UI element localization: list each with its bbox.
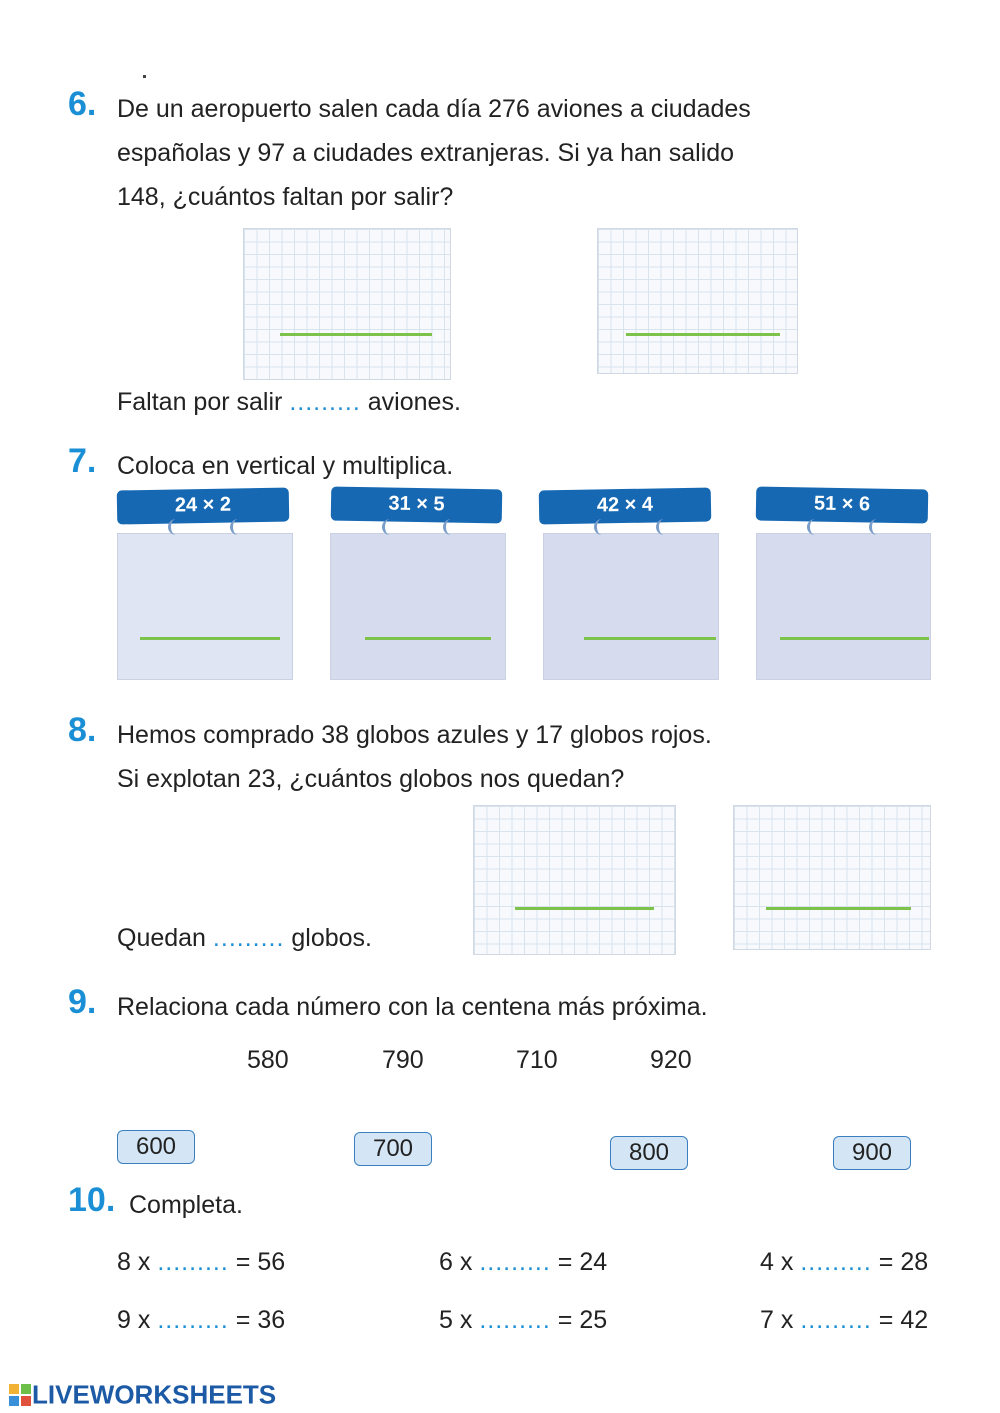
stray-mark — [143, 75, 146, 78]
q7-card-3[interactable] — [543, 533, 719, 680]
q7-card-2-line — [365, 637, 491, 640]
q6-line-1: De un aeropuerto salen cada día 276 aviones a ciudades — [117, 95, 751, 123]
q8-grid-1-line — [515, 907, 654, 910]
q6-grid-1[interactable] — [243, 228, 451, 380]
q7-text: Coloca en vertical y multiplica. — [117, 452, 454, 480]
q6-grid-1-line — [280, 333, 432, 336]
q6-line-2: españolas y 97 a ciudades extranjeras. Si ya han salido — [117, 139, 735, 167]
q8-answer-blank[interactable]: ......... — [212, 924, 285, 952]
q6-grid-2[interactable] — [597, 228, 798, 374]
q7-hook-1a — [168, 519, 179, 535]
q9-number: 9. — [68, 983, 97, 1021]
q9-number-710[interactable]: 710 — [516, 1046, 558, 1074]
q7-card-2[interactable] — [330, 533, 506, 680]
q9-text: Relaciona cada número con la centena más próxima. — [117, 993, 708, 1021]
q10-item-4-blank[interactable]: ......... — [157, 1306, 229, 1334]
q10-item-1-post: = 56 — [235, 1248, 286, 1276]
q10-number: 10. — [68, 1181, 116, 1219]
q10-item-6 — [760, 1298, 928, 1342]
q7-card-4-line — [780, 637, 929, 640]
liveworksheets-logo[interactable] — [8, 1378, 276, 1411]
q6-grid-2-line — [626, 333, 780, 336]
q6-line-3: 148, ¿cuántos faltan por salir? — [117, 183, 454, 211]
q9-hundred-800[interactable]: 800 — [610, 1136, 688, 1170]
q8-answer-pre: Quedan — [117, 924, 206, 952]
q10-item-4-pre: 9 x — [117, 1306, 151, 1334]
q7-card-3-line — [584, 637, 716, 640]
q8-line-2: Si explotan 23, ¿cuántos globos nos quedan? — [117, 765, 625, 793]
q10-item-2-blank[interactable]: ......... — [479, 1248, 551, 1276]
q10-item-6-pre: 7 x — [760, 1306, 794, 1334]
q6-answer-blank[interactable]: ......... — [289, 388, 361, 416]
q10-item-5-post: = 25 — [557, 1306, 608, 1334]
q7-card-1[interactable] — [117, 533, 293, 680]
q10-item-5 — [439, 1298, 607, 1342]
q7-card-4[interactable] — [756, 533, 931, 680]
q7-tag-4: 51 × 6 — [756, 487, 929, 524]
q7-tag-2: 31 × 5 — [331, 487, 503, 524]
q9-hundred-700[interactable]: 700 — [354, 1132, 432, 1166]
q10-item-6-blank[interactable]: ......... — [800, 1306, 872, 1334]
logo-text: LIVEWORKSHEETS — [32, 1379, 277, 1410]
q10-item-3 — [760, 1240, 928, 1284]
q6-answer-pre: Faltan por salir — [117, 388, 283, 416]
q10-item-3-post: = 28 — [878, 1248, 929, 1276]
q7-hook-4a — [807, 519, 818, 535]
q7-hook-3b — [656, 519, 667, 535]
q9-hundred-600[interactable]: 600 — [117, 1130, 195, 1164]
q7-tag-3: 42 × 4 — [539, 488, 712, 525]
q7-hook-3a — [594, 519, 605, 535]
q9-number-790[interactable]: 790 — [382, 1046, 424, 1074]
q10-item-2-pre: 6 x — [439, 1248, 473, 1276]
q7-tag-1: 24 × 2 — [117, 488, 290, 525]
q6-answer — [117, 380, 461, 424]
q10-item-1-pre: 8 x — [117, 1248, 151, 1276]
q10-item-4 — [117, 1298, 285, 1342]
q9-number-580[interactable]: 580 — [247, 1046, 289, 1074]
q8-line-1: Hemos comprado 38 globos azules y 17 globos rojos. — [117, 721, 712, 749]
q7-number: 7. — [68, 442, 97, 480]
q10-item-2-post: = 24 — [557, 1248, 608, 1276]
q7-hook-2b — [443, 519, 454, 535]
q8-answer-post: globos. — [291, 924, 373, 952]
q7-hook-1b — [230, 519, 241, 535]
q10-item-6-post: = 42 — [878, 1306, 929, 1334]
q10-item-2 — [439, 1240, 607, 1284]
q10-item-1-blank[interactable]: ......... — [157, 1248, 229, 1276]
q9-hundred-900[interactable]: 900 — [833, 1136, 911, 1170]
q10-text: Completa. — [129, 1191, 243, 1219]
q10-item-5-blank[interactable]: ......... — [479, 1306, 551, 1334]
q10-item-1 — [117, 1240, 285, 1284]
q8-grid-2[interactable] — [733, 805, 931, 950]
q6-answer-post: aviones. — [367, 388, 461, 416]
q7-hook-4b — [869, 519, 880, 535]
q8-number: 8. — [68, 711, 97, 749]
q8-grid-2-line — [766, 907, 911, 910]
q10-item-5-pre: 5 x — [439, 1306, 473, 1334]
q6-number: 6. — [68, 85, 97, 123]
logo-blocks-icon — [8, 1383, 32, 1407]
q7-hook-2a — [382, 519, 393, 535]
q9-number-920[interactable]: 920 — [650, 1046, 692, 1074]
q10-item-3-pre: 4 x — [760, 1248, 794, 1276]
q10-item-3-blank[interactable]: ......... — [800, 1248, 872, 1276]
q10-item-4-post: = 36 — [235, 1306, 286, 1334]
q8-grid-1[interactable] — [473, 805, 676, 955]
q7-card-1-line — [140, 637, 280, 640]
q8-answer — [117, 916, 372, 960]
